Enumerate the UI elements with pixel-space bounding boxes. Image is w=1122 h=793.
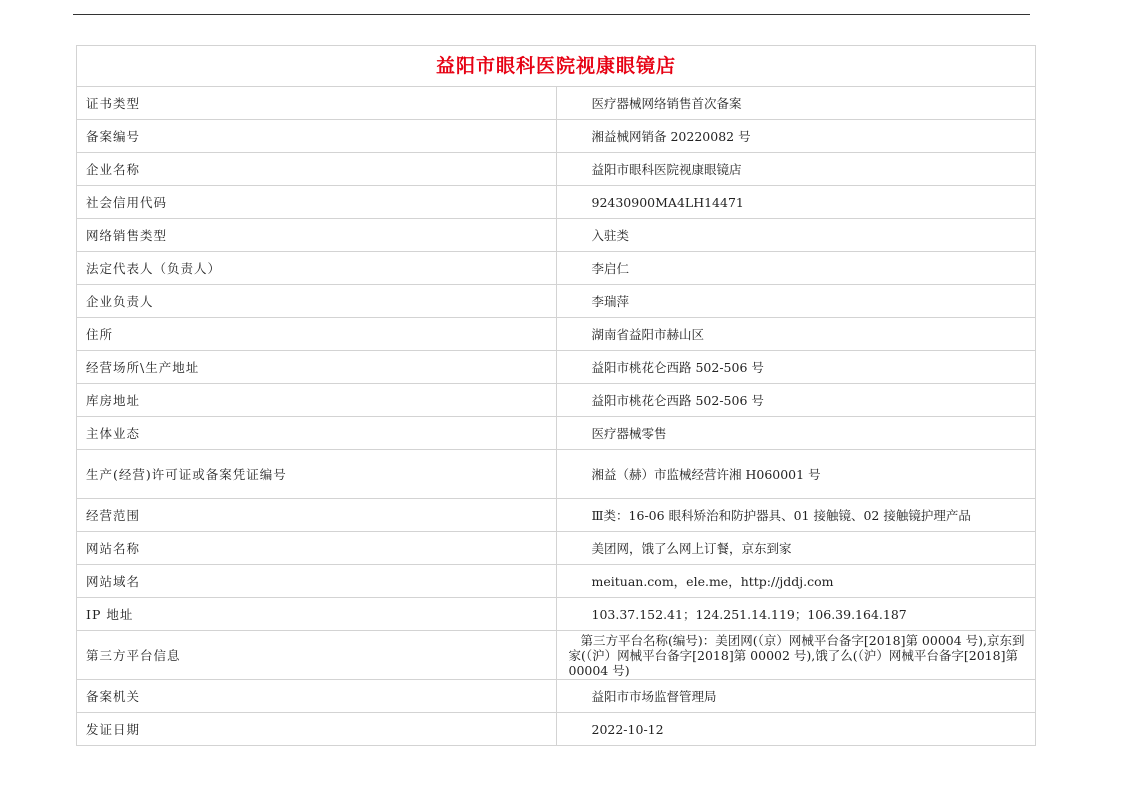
table-row <box>77 499 1036 532</box>
table-row <box>77 631 1036 680</box>
field-label-filing-authority: 备案机关 <box>77 680 557 713</box>
field-value-third-party-platform: 第三方平台名称(编号)：美团网(（京）网械平台备字[2018]第 00004 号),京东到家(（沪）网械平台备字[2018]第 00002 号),饿了么(（沪）网械平台备字[2018]第 00004 号) <box>556 631 1036 680</box>
field-value-business-format: 医疗器械零售 <box>556 417 1036 450</box>
table-row <box>77 680 1036 713</box>
field-value-website-name: 美团网，饿了么网上订餐，京东到家 <box>556 532 1036 565</box>
field-value-ip-address: 103.37.152.41；124.251.14.119；106.39.164.187 <box>556 598 1036 631</box>
field-label-business-format: 主体业态 <box>77 417 557 450</box>
field-label-ip-address: IP 地址 <box>77 598 557 631</box>
field-label-domicile: 住所 <box>77 318 557 351</box>
table-row <box>77 565 1036 598</box>
field-label-credit-code: 社会信用代码 <box>77 186 557 219</box>
table-row <box>77 713 1036 746</box>
title-row <box>77 46 1036 87</box>
field-label-license-number: 生产(经营)许可证或备案凭证编号 <box>77 450 557 499</box>
table-row <box>77 87 1036 120</box>
field-label-certificate-type: 证书类型 <box>77 87 557 120</box>
field-label-business-scope: 经营范围 <box>77 499 557 532</box>
record-table <box>76 45 1036 746</box>
table-row <box>77 318 1036 351</box>
table-row <box>77 285 1036 318</box>
field-label-issue-date: 发证日期 <box>77 713 557 746</box>
field-value-warehouse-address: 益阳市桃花仑西路 502-506 号 <box>556 384 1036 417</box>
field-value-business-scope: Ⅲ类：16-06 眼科矫治和防护器具、01 接触镜、02 接触镜护理产品 <box>556 499 1036 532</box>
field-value-sales-type: 入驻类 <box>556 219 1036 252</box>
field-value-credit-code: 92430900MA4LH14471 <box>556 186 1036 219</box>
field-label-sales-type: 网络销售类型 <box>77 219 557 252</box>
field-value-company-head: 李瑞萍 <box>556 285 1036 318</box>
table-row <box>77 219 1036 252</box>
document-title: 益阳市眼科医院视康眼镜店 <box>77 46 1036 87</box>
field-label-website-domain: 网站域名 <box>77 565 557 598</box>
field-label-warehouse-address: 库房地址 <box>77 384 557 417</box>
field-value-filing-authority: 益阳市市场监督管理局 <box>556 680 1036 713</box>
field-label-website-name: 网站名称 <box>77 532 557 565</box>
field-value-company-name: 益阳市眼科医院视康眼镜店 <box>556 153 1036 186</box>
field-label-company-name: 企业名称 <box>77 153 557 186</box>
table-row <box>77 186 1036 219</box>
field-value-certificate-type: 医疗器械网络销售首次备案 <box>556 87 1036 120</box>
field-label-company-head: 企业负责人 <box>77 285 557 318</box>
table-row <box>77 450 1036 499</box>
field-value-filing-number: 湘益械网销备 20220082 号 <box>556 120 1036 153</box>
field-value-license-number: 湘益（赫）市监械经营许湘 H060001 号 <box>556 450 1036 499</box>
table-row <box>77 384 1036 417</box>
top-divider <box>73 14 1030 15</box>
field-label-business-address: 经营场所\生产地址 <box>77 351 557 384</box>
table-row <box>77 120 1036 153</box>
table-row <box>77 417 1036 450</box>
field-label-filing-number: 备案编号 <box>77 120 557 153</box>
field-label-legal-representative: 法定代表人（负责人） <box>77 252 557 285</box>
table-row <box>77 153 1036 186</box>
table-row <box>77 252 1036 285</box>
field-value-business-address: 益阳市桃花仑西路 502-506 号 <box>556 351 1036 384</box>
field-value-website-domain: meituan.com，ele.me，http://jddj.com <box>556 565 1036 598</box>
table-row <box>77 532 1036 565</box>
field-value-domicile: 湖南省益阳市赫山区 <box>556 318 1036 351</box>
field-value-legal-representative: 李启仁 <box>556 252 1036 285</box>
table-row <box>77 351 1036 384</box>
field-value-issue-date: 2022-10-12 <box>556 713 1036 746</box>
field-label-third-party-platform: 第三方平台信息 <box>77 631 557 680</box>
table-row <box>77 598 1036 631</box>
